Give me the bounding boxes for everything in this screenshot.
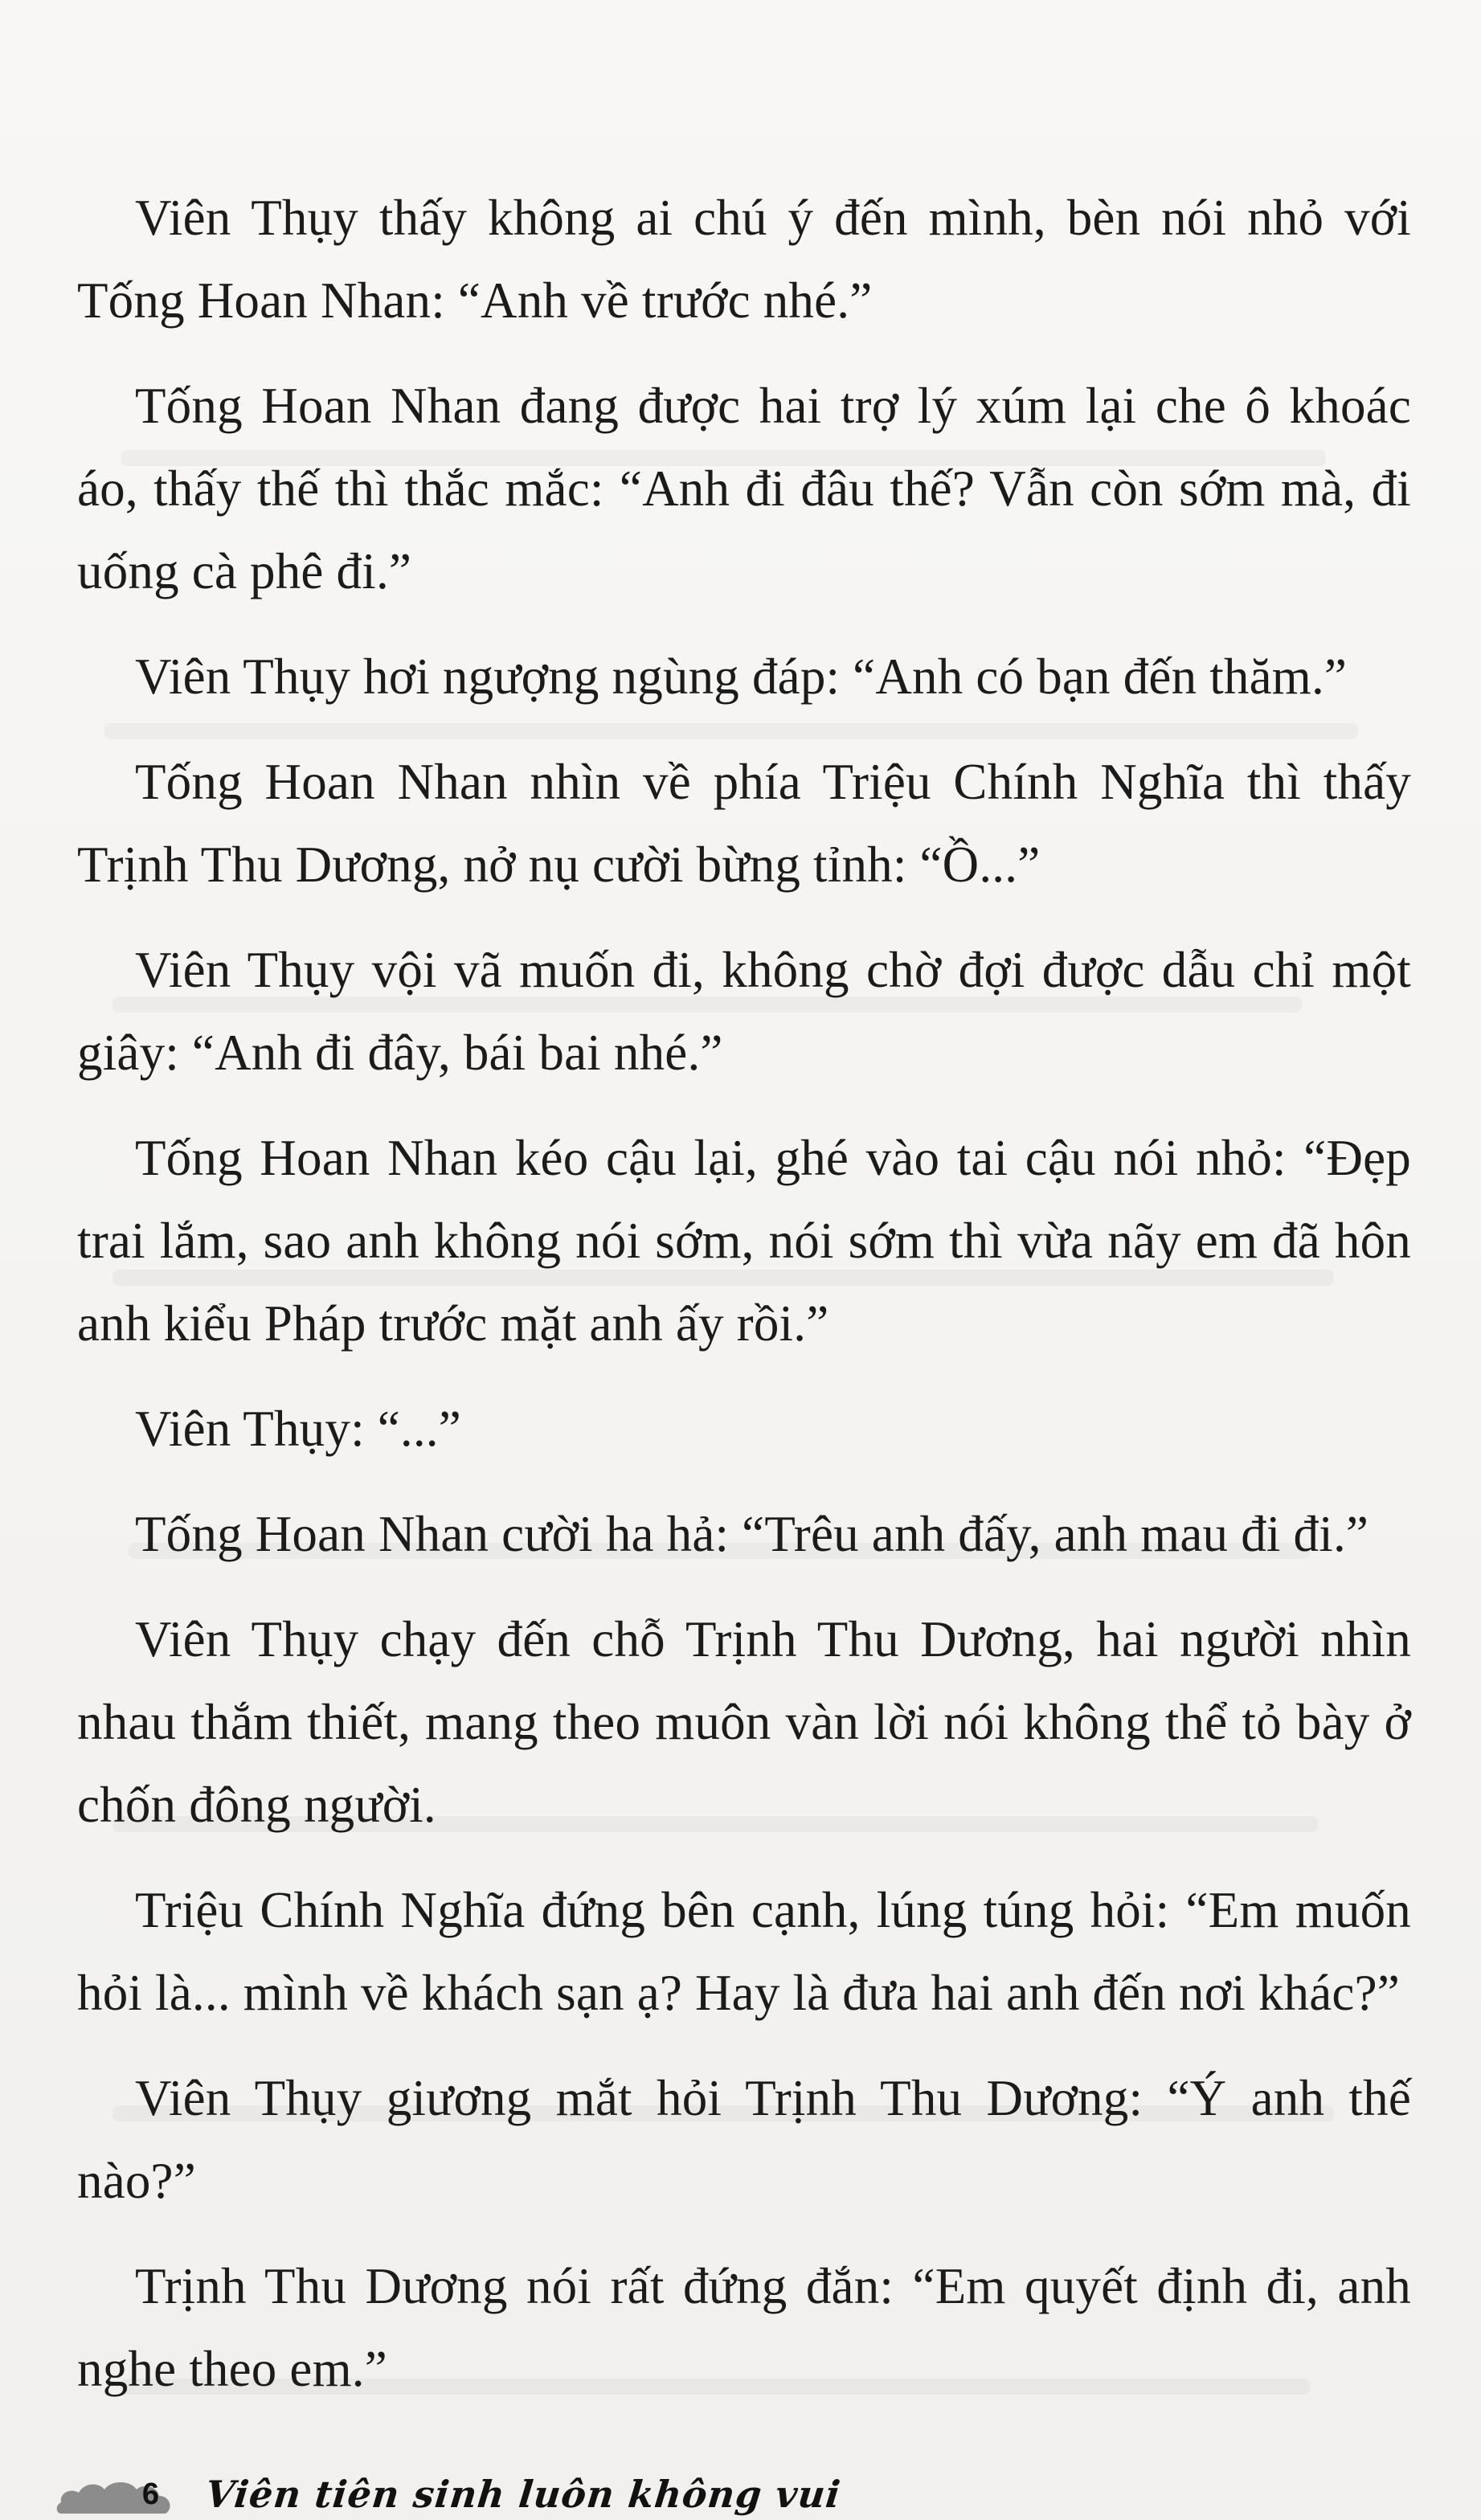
running-title: Viên tiên sinh luôn không vui — [203, 2473, 843, 2516]
paragraph: Triệu Chính Nghĩa đứng bên cạnh, lúng túng hỏi: “Em muốn hỏi là... mình về khách sạn ạ? Hay là đưa hai anh đến nơi khác?” — [77, 1882, 1411, 2021]
body-text — [77, 177, 1411, 2411]
page-number-tab — [53, 2469, 174, 2520]
paragraph: Tống Hoan Nhan đang được hai trợ lý xúm lại che ô khoác áo, thấy thế thì thắc mắc: “Anh đi đâu thế? Vẫn còn sớm mà, đi uống cà phê đi.” — [77, 378, 1411, 599]
page-footer — [53, 2469, 841, 2520]
paragraph: Tống Hoan Nhan cười ha hả: “Trêu anh đấy, anh mau đi đi.” — [135, 1506, 1369, 1562]
paragraph: Trịnh Thu Dương nói rất đứng đắn: “Em quyết định đi, anh nghe theo em.” — [77, 2258, 1411, 2397]
paragraph: Viên Thụy: “...” — [135, 1401, 461, 1457]
paragraph: Viên Thụy hơi ngượng ngùng đáp: “Anh có bạn đến thăm.” — [135, 648, 1348, 705]
paragraph: Viên Thụy giương mắt hỏi Trịnh Thu Dương: “Ý anh thế nào?” — [77, 2070, 1411, 2209]
page-number: 6 — [141, 2477, 159, 2511]
paragraph: Viên Thụy chạy đến chỗ Trịnh Thu Dương, hai người nhìn nhau thắm thiết, mang theo muôn vàn lời nói không thể tỏ bày ở chốn đông người. — [77, 1611, 1411, 1833]
paragraph: Viên Thụy vội vã muốn đi, không chờ đợi được dẫu chỉ một giây: “Anh đi đây, bái bai nhé.” — [77, 942, 1411, 1081]
paragraph: Tống Hoan Nhan nhìn về phía Triệu Chính Nghĩa thì thấy Trịnh Thu Dương, nở nụ cười bừng tỉnh: “Ồ...” — [77, 754, 1411, 893]
paragraph: Viên Thụy thấy không ai chú ý đến mình, bèn nói nhỏ với Tống Hoan Nhan: “Anh về trước nhé.” — [77, 190, 1411, 329]
paragraph: Tống Hoan Nhan kéo cậu lại, ghé vào tai cậu nói nhỏ: “Đẹp trai lắm, sao anh không nói sớm, nói sớm thì vừa nãy em đã hôn anh kiểu Pháp trước mặt anh ấy rồi.” — [77, 1130, 1411, 1352]
